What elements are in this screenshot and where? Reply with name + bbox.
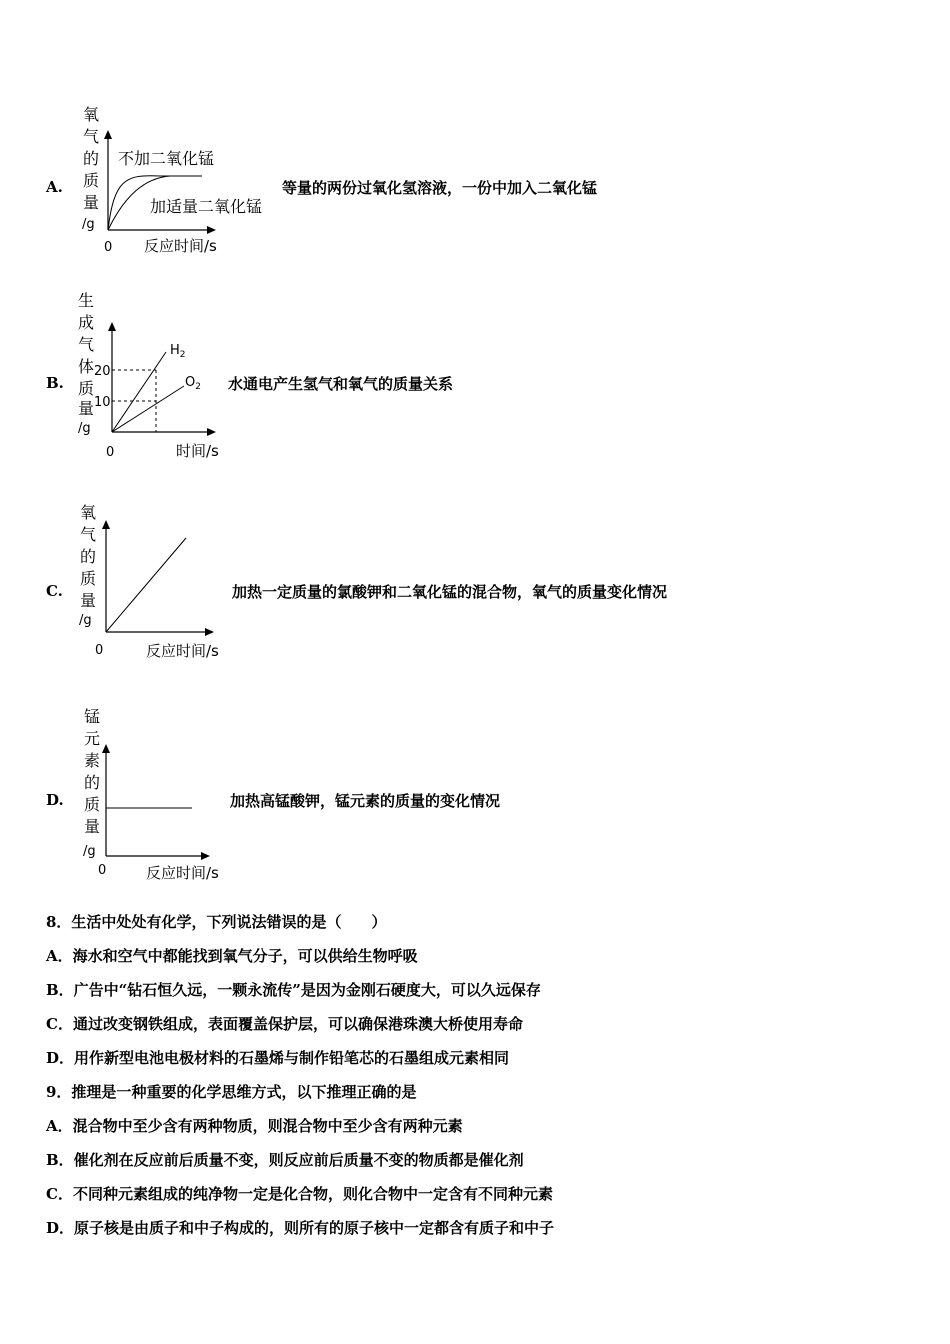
graph-b-label-h2: $H_2$: [170, 343, 186, 360]
graph-b-ylabel-char: 成: [78, 313, 95, 332]
graph-b-ylabel-char: 生: [78, 291, 95, 310]
graph-a-yunit: /g: [82, 217, 95, 232]
graph-a-ylabel-char: 氧: [83, 105, 100, 124]
graph-d-ylabel-char: 素: [84, 751, 101, 770]
q9-choice-d: D．原子核是由质子和中子构成的，则所有的原子核中一定都含有质子和中子: [46, 1219, 555, 1237]
option-c-description: 加热一定质量的氯酸钾和二氧化锰的混合物，氧气的质量变化情况: [232, 583, 668, 601]
graph-c-line: [106, 538, 186, 632]
graph-b-origin: 0: [106, 445, 115, 460]
q9-choice-a: A．混合物中至少含有两种物质，则混合物中至少含有两种元素: [46, 1117, 463, 1135]
graph-c-ylabel-char: 氧: [80, 503, 97, 522]
graph-a-ylabel-char: 量: [83, 193, 100, 212]
graph-b-y-arrow: [108, 322, 116, 331]
graph-a-ylabel-char: 的: [83, 149, 100, 168]
graph-a-y-arrow: [104, 130, 112, 139]
graph-b-line-o2: [112, 386, 184, 432]
option-a-description: 等量的两份过氧化氢溶液，一份中加入二氧化锰: [282, 179, 598, 197]
graph-d-ylabel-char: 元: [84, 729, 101, 748]
q8-choice-c: C．通过改变钢铁组成，表面覆盖保护层，可以确保港珠澳大桥使用寿命: [46, 1015, 523, 1033]
q9-choice-b: B．催化剂在反应前后质量不变，则反应前后质量不变的物质都是催化剂: [46, 1151, 524, 1169]
graph-d-y-arrow: [102, 744, 110, 753]
graph-d-yunit: /g: [83, 844, 96, 859]
option-b-letter: B.: [46, 374, 64, 392]
graph-d-ylabel-char: 量: [84, 817, 101, 836]
graph-b: [70, 288, 240, 468]
graph-b-xlabel: 时间/s: [176, 442, 219, 460]
q8-choice-a: A．海水和空气中都能找到氧气分子，可以供给生物呼吸: [46, 947, 418, 965]
option-b-description: 水通电产生氢气和氧气的质量关系: [228, 375, 454, 393]
graph-a-origin: 0: [104, 240, 113, 255]
graph-b-ylabel-char: 气: [78, 335, 95, 354]
graph-c-ylabel-char: 质: [80, 569, 97, 588]
graph-a: [70, 100, 290, 260]
graph-d-ylabel-char: 锰: [84, 707, 101, 726]
graph-c-ylabel-char: 气: [80, 525, 97, 544]
q8-choice-b: B．广告中“钻石恒久远，一颗永流传”是因为金刚石硬度大，可以久远保存: [46, 981, 541, 999]
graph-c: [70, 498, 240, 668]
graph-d: [70, 704, 240, 886]
option-d-description: 加热高锰酸钾，锰元素的质量的变化情况: [230, 792, 501, 810]
q9-stem: 9．推理是一种重要的化学思维方式，以下推理正确的是: [46, 1083, 417, 1101]
graph-b-ylabel-char: 质: [78, 379, 95, 398]
graph-c-ylabel-char: 的: [80, 547, 97, 566]
graph-d-ylabel-char: 质: [84, 795, 101, 814]
graph-d-xlabel: 反应时间/s: [146, 864, 219, 882]
graph-b-tick-20: 20: [94, 364, 111, 379]
graph-d-x-arrow: [201, 852, 210, 860]
q8-choice-d: D．用作新型电池电极材料的石墨烯与制作铅笔芯的石墨组成元素相同: [46, 1049, 510, 1067]
graph-a-x-arrow: [207, 226, 216, 234]
option-d-letter: D.: [46, 791, 64, 809]
graph-d-ylabel-char: 的: [84, 773, 101, 792]
option-c-letter: C.: [46, 582, 63, 600]
graph-b-line-h2: [112, 352, 166, 432]
graph-c-origin: 0: [95, 643, 104, 658]
graph-c-x-arrow: [205, 628, 214, 636]
graph-b-tick-10: 10: [94, 395, 111, 410]
graph-b-x-arrow: [207, 428, 216, 436]
graph-a-curve-label: 不加二氧化锰: [118, 149, 215, 168]
graph-c-ylabel-char: 量: [80, 591, 97, 610]
graph-a-ylabel-char: 气: [83, 127, 100, 146]
graph-c-y-arrow: [102, 520, 110, 529]
graph-a-ylabel-char: 质: [83, 171, 100, 190]
graph-c-xlabel: 反应时间/s: [146, 642, 219, 660]
graph-d-origin: 0: [98, 863, 107, 878]
graph-a-xlabel: 反应时间/s: [144, 237, 217, 255]
q8-stem: 8．生活中处处有化学，下列说法错误的是（ ）: [46, 913, 387, 931]
q9-choice-c: C．不同种元素组成的纯净物一定是化合物，则化合物中一定含有不同种元素: [46, 1185, 553, 1203]
graph-b-label-o2: $O_2$: [185, 375, 201, 392]
graph-b-ylabel-char: 体: [78, 357, 95, 376]
graph-c-yunit: /g: [79, 613, 92, 628]
graph-b-yunit: /g: [78, 421, 91, 436]
graph-a-curve-label: 加适量二氧化锰: [150, 197, 263, 216]
graph-b-ylabel-char: 量: [78, 399, 95, 418]
option-a-letter: A.: [46, 178, 63, 196]
